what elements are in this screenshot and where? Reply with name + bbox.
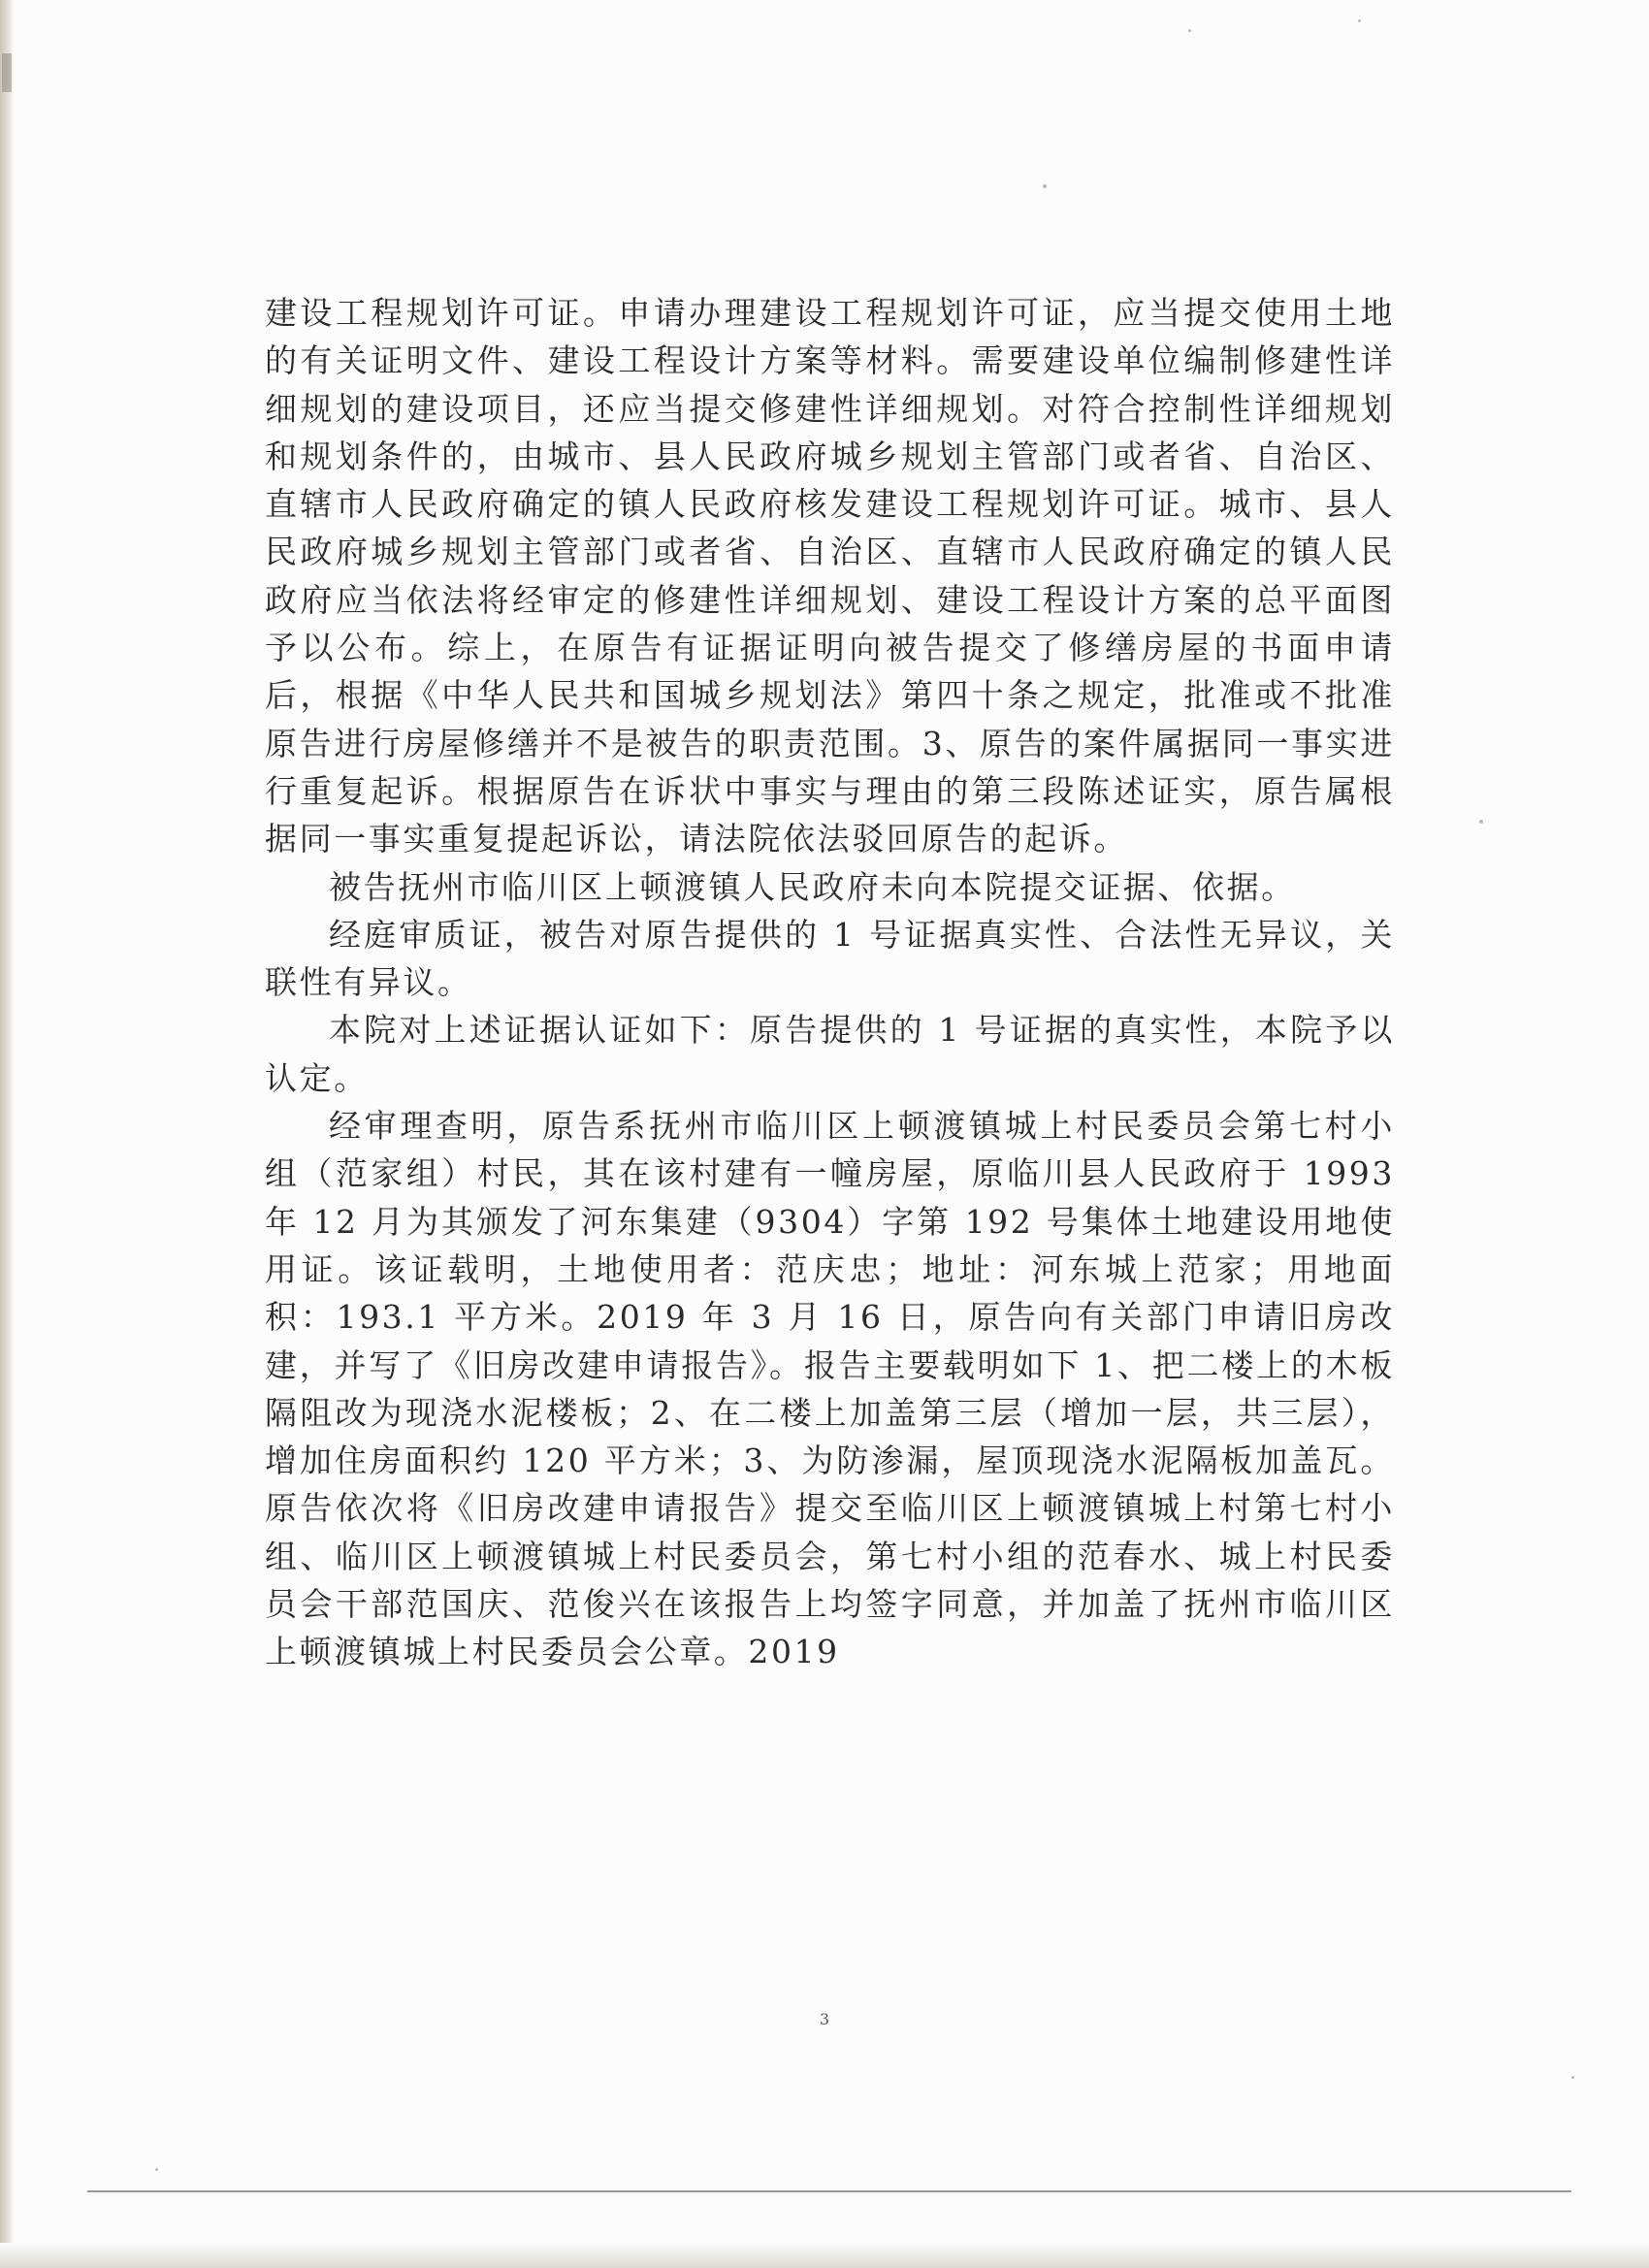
paragraph-defendant-evidence: 被告抚州市临川区上顿渡镇人民政府未向本院提交证据、依据。 xyxy=(329,867,1296,906)
scan-speck xyxy=(1188,29,1191,32)
scan-bottom-edge xyxy=(0,2243,1649,2268)
paragraph-facts-found: 经审理查明，原告系抚州市临川区上顿渡镇城上村民委员会第七村小组（范家组）村民，其在该村建有一幢房屋，原临川县人民政府于 1993 年 12 月为其颁发了河东集建（9304）字第 192 号集体土地建设用地使用证。该证载明，土地使用者：范庆忠；地址：河东城上范家；用地面积：193.1 平方米。2019 年 3 月 16 日，原告向有关部门申请旧房改建，并写了《旧房改建申请报告》。报告主要载明如下 1、把二楼上的木板隔阻改为现浇水泥楼板；2、在二楼上加盖第三层（增加一层，共三层），增加住房面积约 120 平方米；3、为防渗漏，屋顶现浇水泥隔板加盖瓦。原告依次将《旧房改建申请报告》提交至临川区上顿渡镇城上村第七村小组、临川区上顿渡镇城上村民委员会，第七村小组的范春水、城上村民委员会干部范国庆、范俊兴在该报告上均签字同意，并加盖了抚州市临川区上顿渡镇城上村民委员会公章。2019 xyxy=(265,1107,1395,1671)
paragraph-continued: 建设工程规划许可证。申请办理建设工程规划许可证，应当提交使用土地的有关证明文件、建设工程设计方案等材料。需要建设单位编制修建性详细规划的建设项目，还应当提交修建性详细规划。对符合控制性详细规划和规划条件的，由城市、县人民政府城乡规划主管部门或者省、自治区、直辖市人民政府确定的镇人民政府核发建设工程规划许可证。城市、县人民政府城乡规划主管部门或者省、自治区、直辖市人民政府确定的镇人民政府应当依法将经审定的修建性详细规划、建设工程设计方案的总平面图予以公布。综上，在原告有证据证明向被告提交了修缮房屋的书面申请后，根据《中华人民共和国城乡规划法》第四十条之规定，批准或不批准原告进行房屋修缮并不是被告的职责范围。3、原告的案件属据同一事实进行重复起诉。根据原告在诉状中事实与理由的第三段陈述证实，原告属根据同一事实重复提起诉讼，请法院依法驳回原告的起诉。 xyxy=(265,294,1395,859)
scan-left-edge xyxy=(0,0,14,2268)
scan-speck xyxy=(1571,2076,1574,2079)
scan-speck xyxy=(1479,820,1483,824)
scan-speck xyxy=(155,2168,158,2171)
paragraph-evidence-finding: 本院对上述证据认证如下：原告提供的 1 号证据的真实性，本院予以认定。 xyxy=(265,1011,1395,1097)
document-body xyxy=(265,289,1395,1676)
scan-speck xyxy=(1358,19,1361,22)
paragraph-cross-examination: 经庭审质证，被告对原告提供的 1 号证据真实性、合法性无异议，关联性有异议。 xyxy=(265,915,1395,1002)
scan-bottom-line xyxy=(87,2190,1571,2192)
scan-speck xyxy=(1043,184,1047,188)
page-number: 3 xyxy=(819,2010,830,2028)
